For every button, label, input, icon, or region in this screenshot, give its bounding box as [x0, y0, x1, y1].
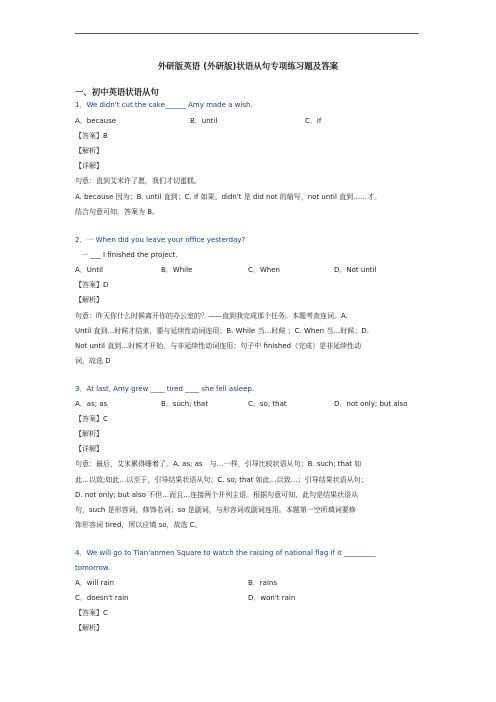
question-3-option-a: A．as; as [75, 400, 108, 408]
question-2-explanation-line: 句意：昨天你什么时候离开你的办公室的？——直到我完成那个任务。本题考查连词。A. [75, 312, 348, 320]
question-1-explanation-line: 结合句意可知，答案为 B。 [75, 208, 160, 216]
question-2-option-a: A．Until [75, 266, 103, 274]
question-1-answer: 【答案】B [75, 132, 108, 140]
question-3-explanation-line: 饰形容词 tired，所以应填 so，故选 C。 [75, 521, 202, 529]
question-3-explanation-line: D. not only; but also 不但…而且…连接两个并列主语。根据句意可知，此句是结果状语从 [75, 491, 359, 499]
question-3-explanation-line: 此…以致;如此…以至于，引导结果状语从句；C. so; that 如此…以致…；引导结果状语从句； [75, 476, 368, 484]
question-3-detail: 【详解】 [75, 445, 103, 453]
question-1-stem: 1．We didn't cut the cake______ Amy made a wish. [75, 101, 253, 109]
question-2-stem-reply: 一 ___ I finished the project. [81, 251, 178, 259]
question-1-option-b: B．until [190, 117, 218, 125]
page-title: 外研版英语 (外研版)状语从句专项练习题及答案 [157, 61, 339, 71]
question-2-stem: 2．一 When did you leave your office yesterday? [75, 236, 246, 244]
question-3-explanation-line: 句意：最后，艾米累得睡着了。A. as; as 与…一样，引导比较状语从句；B. such; that 如 [75, 460, 362, 468]
question-4-option-b: B．rains [248, 579, 277, 587]
section-title: 一、初中英语状语从句 [75, 87, 159, 97]
question-2-analysis: 【解析】 [75, 296, 103, 304]
question-3-option-b: B．such; that [161, 400, 208, 408]
question-2-explanation-line: Not until 直到…时候才开始，与非延续性动词连用；句子中 finished（完成）是非延续性动 [75, 342, 362, 350]
question-4-stem: 4．We will go to Tian'anmen Square to watch the raising of national flag if it _________ [75, 549, 376, 557]
question-2-explanation-line: 词，故选 D [75, 357, 111, 365]
question-1-analysis: 【解析】 [75, 147, 103, 155]
question-3-stem: 3．At last, Amy grew ____ tired ____ she fell asleep. [75, 385, 255, 393]
question-4-answer: 【答案】C [75, 609, 108, 617]
question-1-option-a: A．because [75, 117, 117, 125]
question-2-explanation-line: Until 直到…时候才结束，要与延续性动词连用；B. While 当…时候 ；C. When 当…时候；D. [75, 327, 369, 335]
question-4-option-a: A．will rain [75, 579, 115, 587]
question-2-option-c: C．When [248, 266, 280, 274]
question-3-option-d: D．not only; but also [334, 400, 408, 408]
question-1-explanation-line: 句意：直到艾米许了愿，我们才切蛋糕。 [75, 177, 201, 185]
question-1-option-c: C．if [305, 117, 322, 125]
question-2-option-d: D．Not until [334, 266, 377, 274]
question-2-option-b: B．While [161, 266, 193, 274]
question-3-analysis: 【解析】 [75, 430, 103, 438]
question-4-option-c: C．doesn't rain [75, 594, 129, 602]
question-3-answer: 【答案】C [75, 415, 108, 423]
question-4-stem-continued: tomorrow. [75, 564, 111, 572]
question-3-explanation-line: 句，such 是形容词，修饰名词；so 是副词，与形容词或副词连用。本题第一空所填词要修 [75, 506, 356, 514]
question-4-option-d: D．won't rain [248, 594, 296, 602]
question-2-answer: 【答案】D [75, 281, 109, 289]
question-1-explanation-line: A. because 因为；B. until 直到；C. if 如果。didn't 是 did not 的缩写，not until 直到……才。 [75, 193, 382, 201]
question-3-option-c: C．so; that [248, 400, 287, 408]
question-1-detail: 【详解】 [75, 162, 103, 170]
header-rule [75, 33, 419, 34]
question-4-analysis: 【解析】 [75, 624, 103, 632]
